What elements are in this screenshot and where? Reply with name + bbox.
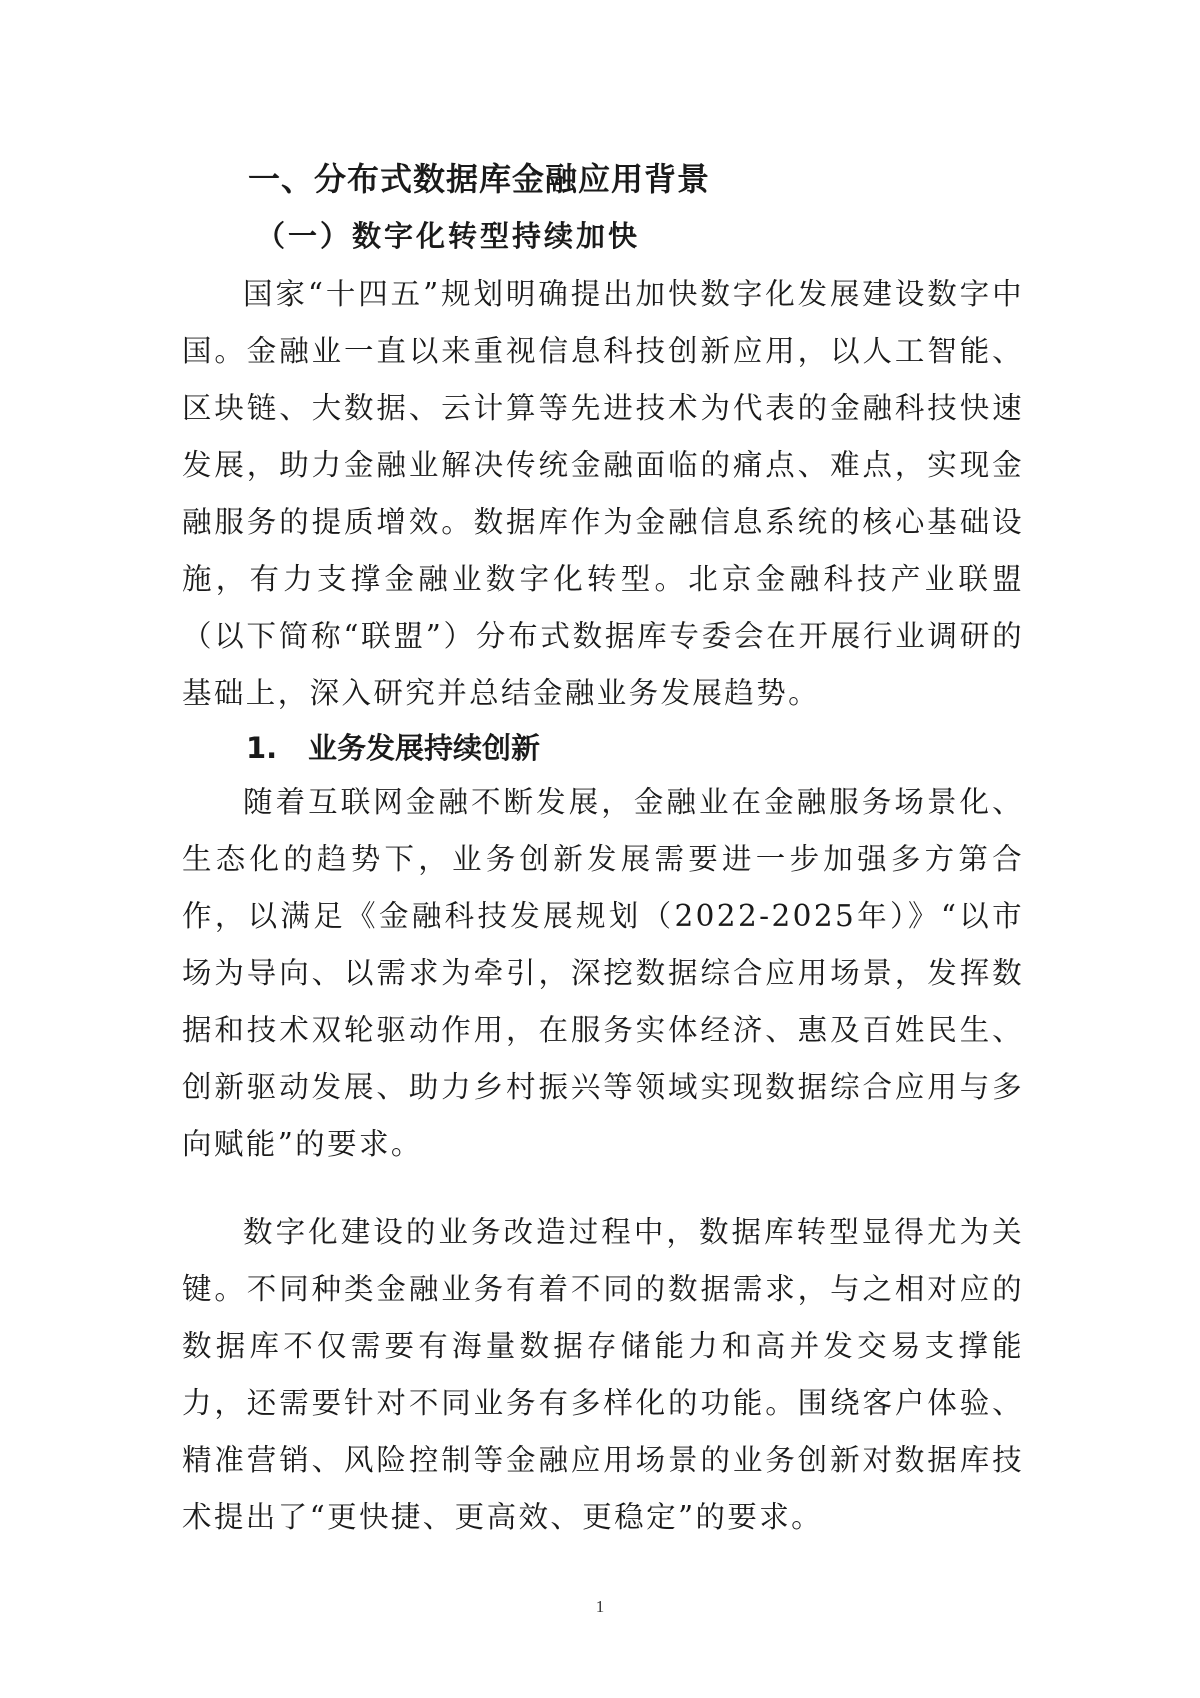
section-heading: 一、分布式数据库金融应用背景 xyxy=(248,160,711,198)
intro-paragraph: 国家“十四五”规划明确提出加快数字化发展建设数字中国。金融业一直以来重视信息科技创新应用，以人工智能、区块链、大数据、云计算等先进技术为代表的金融科技快速发展，助力金融业解决传统金融面临的痛点、难点，实现金融服务的提质增效。数据库作为金融信息系统的核心基础设施，有力支撑金融业数字化转型。北京金融科技产业联盟（以下简称“联盟”）分布式数据库专委会在开展行业调研的基础上，深入研究并总结金融业务发展趋势。 xyxy=(182,277,1024,710)
numbered-heading xyxy=(246,726,540,767)
numbered-heading-title: 业务发展持续创新 xyxy=(308,731,541,765)
page-number: 1 xyxy=(595,1597,605,1616)
body-paragraph-1: 随着互联网金融不断发展，金融业在金融服务场景化、生态化的趋势下，业务创新发展需要进一步加强多方第合作，以满足《金融科技发展规划（2022-2025年）》“以市场为导向、以需求为牵引，深挖数据综合应用场景，发挥数据和技术双轮驱动作用，在服务实体经济、惠及百姓民生、创新驱动发展、助力乡村振兴等领域实现数据综合应用与多向赋能”的要求。 xyxy=(182,785,1024,1161)
body-paragraph-2: 数字化建设的业务改造过程中，数据库转型显得尤为关键。不同种类金融业务有着不同的数据需求，与之相对应的数据库不仅需要有海量数据存储能力和高并发交易支撑能力，还需要针对不同业务有多样化的功能。围绕客户体验、精准营销、风险控制等金融应用场景的业务创新对数据库技术提出了“更快捷、更高效、更稳定”的要求。 xyxy=(182,1215,1024,1534)
numbered-heading-number: 1. xyxy=(246,731,278,765)
subsection-heading: （一）数字化转型持续加快 xyxy=(256,219,641,253)
